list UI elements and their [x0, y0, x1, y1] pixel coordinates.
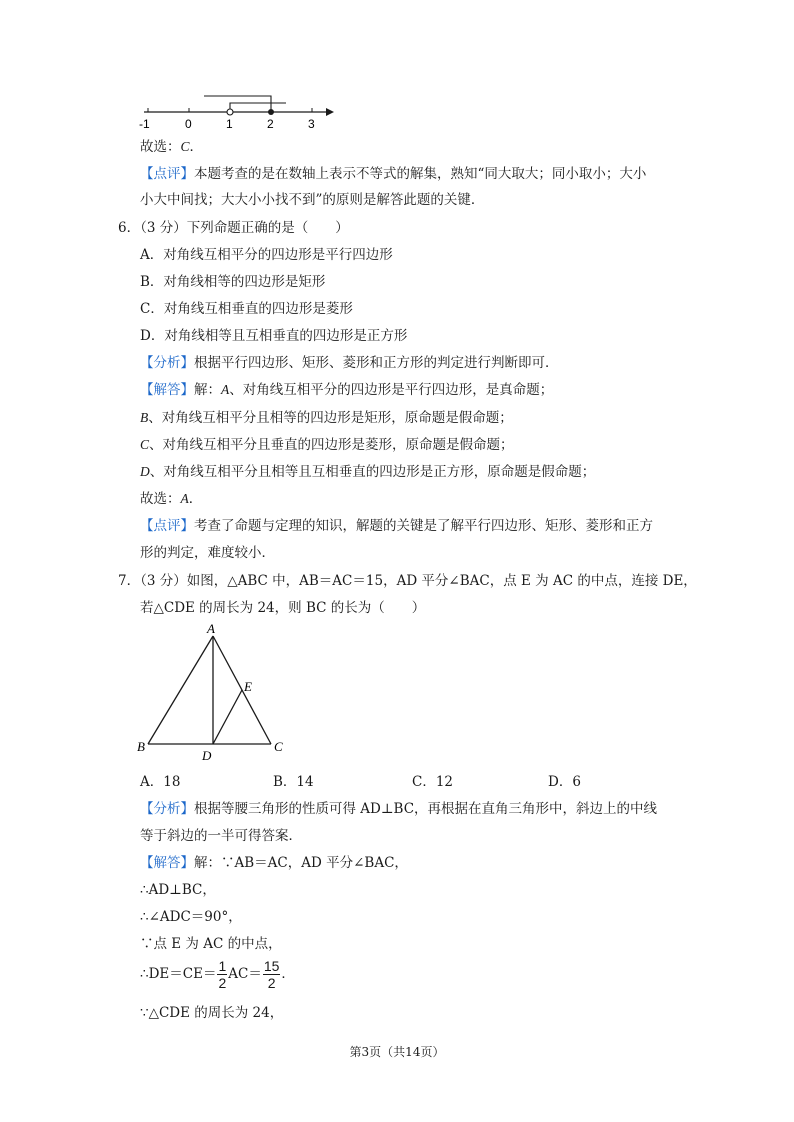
side-ab: [148, 636, 213, 744]
q7-solution-line2: ∴AD⊥BC，: [140, 882, 216, 898]
tick-label: 2: [267, 117, 274, 131]
q7-solution-line5: [140, 955, 295, 993]
q6-comment-line1: [140, 516, 653, 536]
solution-text: 、对角线互相平分且垂直的四边形是菱形，原命题是假命题；: [149, 437, 514, 453]
answer-label: 故选：: [140, 491, 181, 507]
tick-label: 0: [185, 117, 192, 131]
fraction-fifteen-halves: [263, 959, 281, 990]
q7-option-b: B．14: [273, 774, 314, 790]
number-line-arrow: [326, 108, 334, 116]
fraction-denominator: 2: [218, 975, 227, 991]
answer-value: A: [180, 491, 189, 506]
q7-solution-line6: ∵△CDE 的周长为 24，: [140, 1005, 284, 1021]
solution-intro: 解：: [194, 382, 221, 398]
q6-analysis: [140, 353, 559, 373]
fraction-numerator: 15: [263, 958, 280, 974]
comment-tag: 【点评】: [140, 518, 194, 534]
fraction-numerator: 1: [218, 958, 227, 974]
q7-solution-line1: [140, 853, 408, 873]
comment-text: 考查了命题与定理的知识，解题的关键是了解平行四边形、矩形、菱形和正方: [194, 518, 653, 534]
tick-label: 3: [308, 117, 315, 131]
comment-text: 本题考查的是在数轴上表示不等式的解集，熟知“同大取大；同小取小；大小: [194, 166, 647, 182]
closed-point-2: [268, 109, 274, 115]
solution-text: ．: [281, 966, 295, 982]
q7-solution-line4: ∵点 E 为 AC 的中点，: [140, 936, 282, 952]
fraction-one-half: [217, 959, 227, 990]
tick-label: -1: [139, 117, 150, 131]
analysis-tag: 【分析】: [140, 801, 194, 817]
q7-analysis-line1: [140, 799, 657, 819]
q6-solution-line-c: [140, 435, 514, 455]
solution-text: AC＝: [228, 966, 262, 982]
q5-comment-line1: [140, 164, 646, 184]
solution-text: 解：∵AB＝AC，AD 平分∠BAC，: [194, 855, 408, 871]
q6-option-d: D．对角线相等且互相垂直的四边形是正方形: [140, 328, 408, 344]
q5-comment-line2: 小大中间找；大大小小找不到”的原则是解答此题的关键．: [140, 192, 485, 208]
solution-letter: A: [221, 382, 230, 397]
answer-label: 故选：: [140, 139, 181, 155]
answer-value: C: [180, 139, 190, 154]
analysis-tag: 【分析】: [140, 355, 194, 371]
interval-x-less-than-2: [204, 96, 271, 112]
open-point-1: [227, 109, 233, 115]
vertex-label-b: B: [137, 739, 145, 754]
comment-tag: 【点评】: [140, 166, 194, 182]
q7-option-c: C．12: [412, 774, 454, 790]
number-line-figure: [138, 90, 338, 132]
q5-answer: 故选：C．: [140, 139, 204, 155]
q6-solution-line-d: [140, 462, 595, 482]
page-footer: 第3页（共14页）: [349, 1045, 445, 1059]
fraction-denominator: 2: [267, 975, 276, 991]
q6-option-b: B．对角线相等的四边形是矩形: [140, 274, 326, 290]
solution-text: 、对角线互相平分的四边形是平行四边形，是真命题；: [229, 382, 554, 398]
vertex-label-d: D: [202, 748, 212, 763]
solution-text: 、对角线互相平分且相等的四边形是矩形，原命题是假命题；: [148, 410, 513, 426]
solution-letter: C: [140, 437, 150, 452]
q6-solution-line-b: [140, 408, 513, 428]
segment-de: [213, 690, 242, 744]
q6-option-c: C．对角线互相垂直的四边形是菱形: [140, 301, 353, 317]
vertex-label-c: C: [274, 739, 283, 754]
q6-solution-line-a: [140, 380, 553, 400]
q7-analysis-line2: 等于斜边的一半可得答案．: [140, 828, 302, 844]
analysis-text: 根据平行四边形、矩形、菱形和正方形的判定进行判断即可．: [194, 355, 559, 371]
solution-text: 、对角线互相平分且相等且互相垂直的四边形是正方形，原命题是假命题；: [149, 464, 596, 480]
q7-option-d: D．6: [548, 774, 581, 790]
solution-tag: 【解答】: [140, 382, 194, 398]
q6-answer: 故选：A．: [140, 491, 203, 507]
q6-option-a: A．对角线互相平分的四边形是平行四边形: [140, 247, 393, 263]
q7-stem-line2: 若△CDE 的周长为 24，则 BC 的长为（ ）: [140, 600, 426, 616]
tick-label: 1: [226, 117, 233, 131]
q7-option-a: A．18: [140, 774, 181, 790]
solution-text: ∴DE＝CE＝: [140, 966, 217, 982]
interval-x-greater-than-1: [230, 103, 286, 112]
q6-stem: 6．（3 分）下列命题正确的是（ ）: [118, 220, 349, 236]
solution-letter: B: [140, 410, 149, 425]
q6-comment-line2: 形的判定，难度较小．: [140, 545, 275, 561]
solution-tag: 【解答】: [140, 855, 194, 871]
q7-solution-line3: ∴∠ADC＝90°，: [140, 909, 242, 925]
solution-letter: D: [140, 464, 150, 479]
vertex-label-e: E: [244, 679, 252, 694]
q7-stem-line1: 7．（3 分）如图，△ABC 中，AB＝AC＝15，AD 平分∠BAC，点 E 为 AC 的中点，连接 DE，: [118, 573, 697, 589]
analysis-text: 根据等腰三角形的性质可得 AD⊥BC，再根据在直角三角形中，斜边上的中线: [194, 801, 658, 817]
vertex-label-a: A: [207, 621, 215, 636]
triangle-figure: [130, 620, 300, 765]
